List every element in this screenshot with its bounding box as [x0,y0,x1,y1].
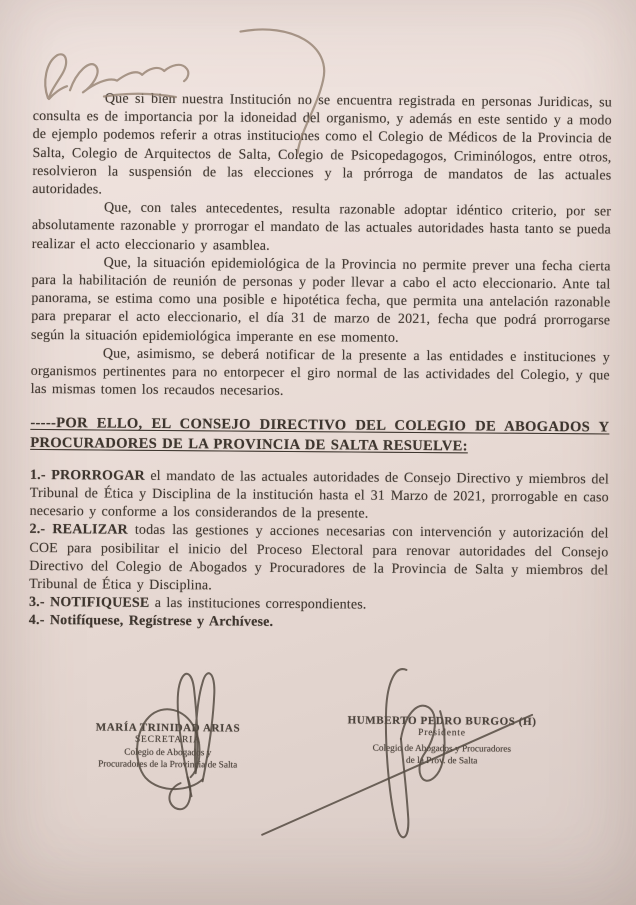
resolution-item-1-lead: 1.- PRORROGAR [29,467,145,484]
secretary-name: MARÍA TRINIDAD ARIAS [95,721,241,735]
resolution-item-3-text: a las instituciones correspondientes. [149,596,367,613]
president-org-line1: Colegio de Abogados y Procuradores [372,743,512,755]
document-body [29,90,612,635]
resolution-item-4-lead: 4.- Notifíquese, Regístrese y Archívese. [28,613,274,631]
secretary-org-line2: Procuradores de la Provincia de Salta [98,759,238,771]
resolution-item-2-text: todas las gestiones y acciones necesarias con intervención y autorización del COE para posibilitar el inicio del Proceso Electoral para renovar autoridades del Consejo Directivo del Colegio de Abogados y Procuradores de la Provincia de Salta y miembros del Tribunal de Ética y Disciplina. [29,523,609,594]
resolution-heading: -----POR ELLO, EL CONSEJO DIRECTIVO DEL COLEGIO DE ABOGADOS Y PROCURADORES DE LA PROVINCIA DE SALTA RESUELVE: [30,415,610,455]
president-name: HUMBERTO PEDRO BURGOS (H) [347,714,537,728]
resolution-item-4 [29,612,608,635]
resolution-item-2-lead: 2.- REALIZAR [29,522,128,539]
resolution-items [29,467,609,635]
paragraph-1: Que si bien nuestra Institución no se encuentra registrada en personas Juridicas, su consulta es de importancia por la idoneidad del organismo, y además en este sentido y a modo de ejemplo podemos referir a otras instituciones como el Colegio de Médicos de la Provincia de Salta, Colegio de Arquitectos de Salta, Colegio de Psicopedagogos, Criminólogos, entre otros, resolvieron la suspensión de las elecciones y la prórroga de mandatos de las actuales autoridades. [32,91,612,198]
secretary-role: SECRETARIA [134,734,201,746]
paragraph-3: Que, la situación epidemiológica de la Provincia no permite prever una fecha cierta para la habilitación de reunión de personas y poder llevar a cabo el acto eleccionario. Ante tal panorama, se estima como una posible e hipotética fecha, que permita una antelación razonable para preparar el acto eleccionario, el día 31 de marzo de 2021, fecha que podrá prorrogarse según la situación epidemiológica imperante en ese momento. [31,255,611,346]
president-role: Presidente [418,727,466,739]
secretary-org-line1: Colegio de Abogados y [124,747,212,759]
president-org-line2: de la Prov. de Salta [405,755,478,767]
resolution-item-1-text: el mandato de las actuales autoridades de Consejo Directivo y miembros del Tribunal de Ética y Disciplina de la institución hasta el 31 Marzo de 2021, prorrogable en caso necesario y conforme a los considerandos de la presente. [29,468,610,522]
resolution-item-2 [29,521,609,598]
signature-block-president [347,715,537,767]
signature-block-secretary [73,722,263,771]
resolution-item-1 [30,467,609,526]
paragraph-2: Que, con tales antecedentes, resulta razonable adoptar idéntico criterio, por ser absolutamente razonable y prorrogar el mandato de las actuales autoridades hasta tanto se pueda realizar el acto eleccionario y asamblea. [31,200,612,254]
paragraph-4: Que, asimismo, se deberá notificar de la presente a las entidades e instituciones y organismos pertinentes para no entorpecer el giro normal de las actividades del Colegio, y que las mismas tomen los recaudos necesarios. [30,346,610,400]
resolution-item-3-lead: 3.- NOTIFIQUESE [28,595,150,612]
